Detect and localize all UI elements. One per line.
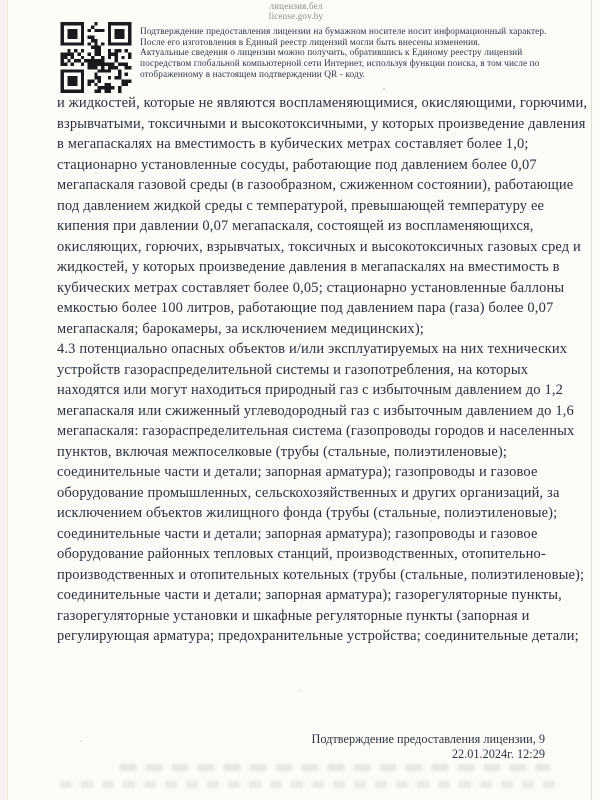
body-line: оборудование промышленных, сельскохозяйственных и других организаций, за — [57, 484, 560, 501]
body-line: мегапаскаля: газораспределительная система (газопроводы городов и населенных — [57, 423, 575, 439]
body-line: стационарно установленные сосуды, работающие под давлением более 0,07 — [57, 156, 537, 173]
page-footer — [311, 732, 545, 762]
notice-line: посредством глобальной компьютерной сети Интернет, используя функции поиска, в том числе по — [140, 59, 540, 70]
body-line: исключением объектов жилищного фонда (трубы (стальные, полиэтиленовые); — [57, 505, 558, 521]
body-line: производственных и отопительных котельных (трубы (стальные, полиэтиленовые); — [57, 566, 585, 583]
body-line: и жидкостей, которые не являются воспламеняющимися, окисляющими, горючими, — [57, 95, 588, 111]
body-line: соединительные части и детали; запорная арматура); газорегуляторные пункты, — [57, 587, 562, 603]
body-line: устройств газораспределительной системы и газопотребления, на которых — [57, 361, 529, 378]
scan-edge-left — [7, 0, 8, 800]
qr-code-svg — [57, 22, 135, 93]
body-line: оборудование районных тепловых станций, производственных, отопительно- — [57, 546, 546, 562]
body-line: жидкостей, у которых произведение давления в мегапаскалях на вместимость в — [57, 259, 560, 275]
body-line: в мегапаскалях на вместимость в кубических метрах составляет более 1,0; — [57, 136, 529, 152]
body-line: мегапаскаля или сжиженный углеводородный газ с избыточным давлением до 1,6 — [57, 402, 574, 419]
bleed-through-text — [120, 764, 550, 771]
body-line: регулирующая арматура; предохранительные устройства; соединительные детали; — [57, 628, 579, 644]
site-domain-ru: лицензия.бел — [269, 1, 323, 11]
scan-left-tint — [0, 0, 7, 800]
qr-code-icon — [57, 22, 135, 93]
site-domain-en: license.gov.by — [268, 11, 324, 21]
body-line: находятся или могут находиться природный газ с избыточным давлением до 1,2 — [57, 382, 564, 398]
body-line: взрывчатыми, токсичными и высокотоксичными, у которых произведение давления — [57, 115, 586, 132]
body-line: соединительные части и детали; запорная арматура); газопроводы и газовое — [57, 464, 538, 480]
license-notice — [140, 27, 585, 81]
bleed-through-text — [60, 781, 560, 788]
notice-line: Актуальные сведения о лицензии можно получить, обратившись к Единому реестру лицензий — [140, 48, 523, 59]
footer-page-ref: Подтверждение предоставления лицензии, 9 — [311, 732, 545, 746]
body-line: мегапаскаля; барокамеры, за исключением медицинских); — [57, 320, 424, 337]
body-line: кипения при давлении 0,07 мегапаскаля, состоящей из воспламеняющихся, — [57, 218, 534, 234]
body-line: пунктов, включая межпоселковые (трубы (стальные, полиэтиленовые); — [57, 443, 508, 460]
footer-datetime: 22.01.2024г. 12:29 — [451, 747, 545, 761]
body-line: 4.3 потенциально опасных объектов и/или эксплуатируемых на них технических — [57, 341, 568, 357]
body-line: емкостью более 100 литров, работающие под давлением пара (газа) более 0,07 — [57, 300, 554, 316]
body-line: соединительные части и детали; запорная арматура); газопроводы и газовое — [57, 525, 538, 542]
notice-line: После его изготовления в Единый реестр лицензий могли быть внесены изменения. — [140, 37, 481, 48]
body-line: окисляющих, горючих, взрывчатых, токсичных и высокотоксичных газовых сред и — [57, 238, 581, 255]
scan-edge-right — [591, 0, 592, 800]
body-line: газорегуляторные установки и шкафные регуляторные пункты (запорная и — [57, 607, 530, 624]
notice-line: отображенному в настоящем подтверждении QR - коду. — [140, 69, 366, 80]
notice-line: Подтверждение предоставления лицензии на бумажном носителе носит информационный характер. — [140, 27, 547, 37]
body-line: мегапаскаля газовой среды (в газообразном, сжиженном состоянии), работающие — [57, 177, 574, 193]
site-domains — [0, 1, 592, 21]
body-line: кубических метрах составляет более 0,05; стационарно установленные баллоны — [57, 279, 565, 296]
body-line: под давлением жидкой среды с температурой, превышающей температуру ее — [57, 197, 545, 214]
license-body-text — [57, 93, 588, 647]
